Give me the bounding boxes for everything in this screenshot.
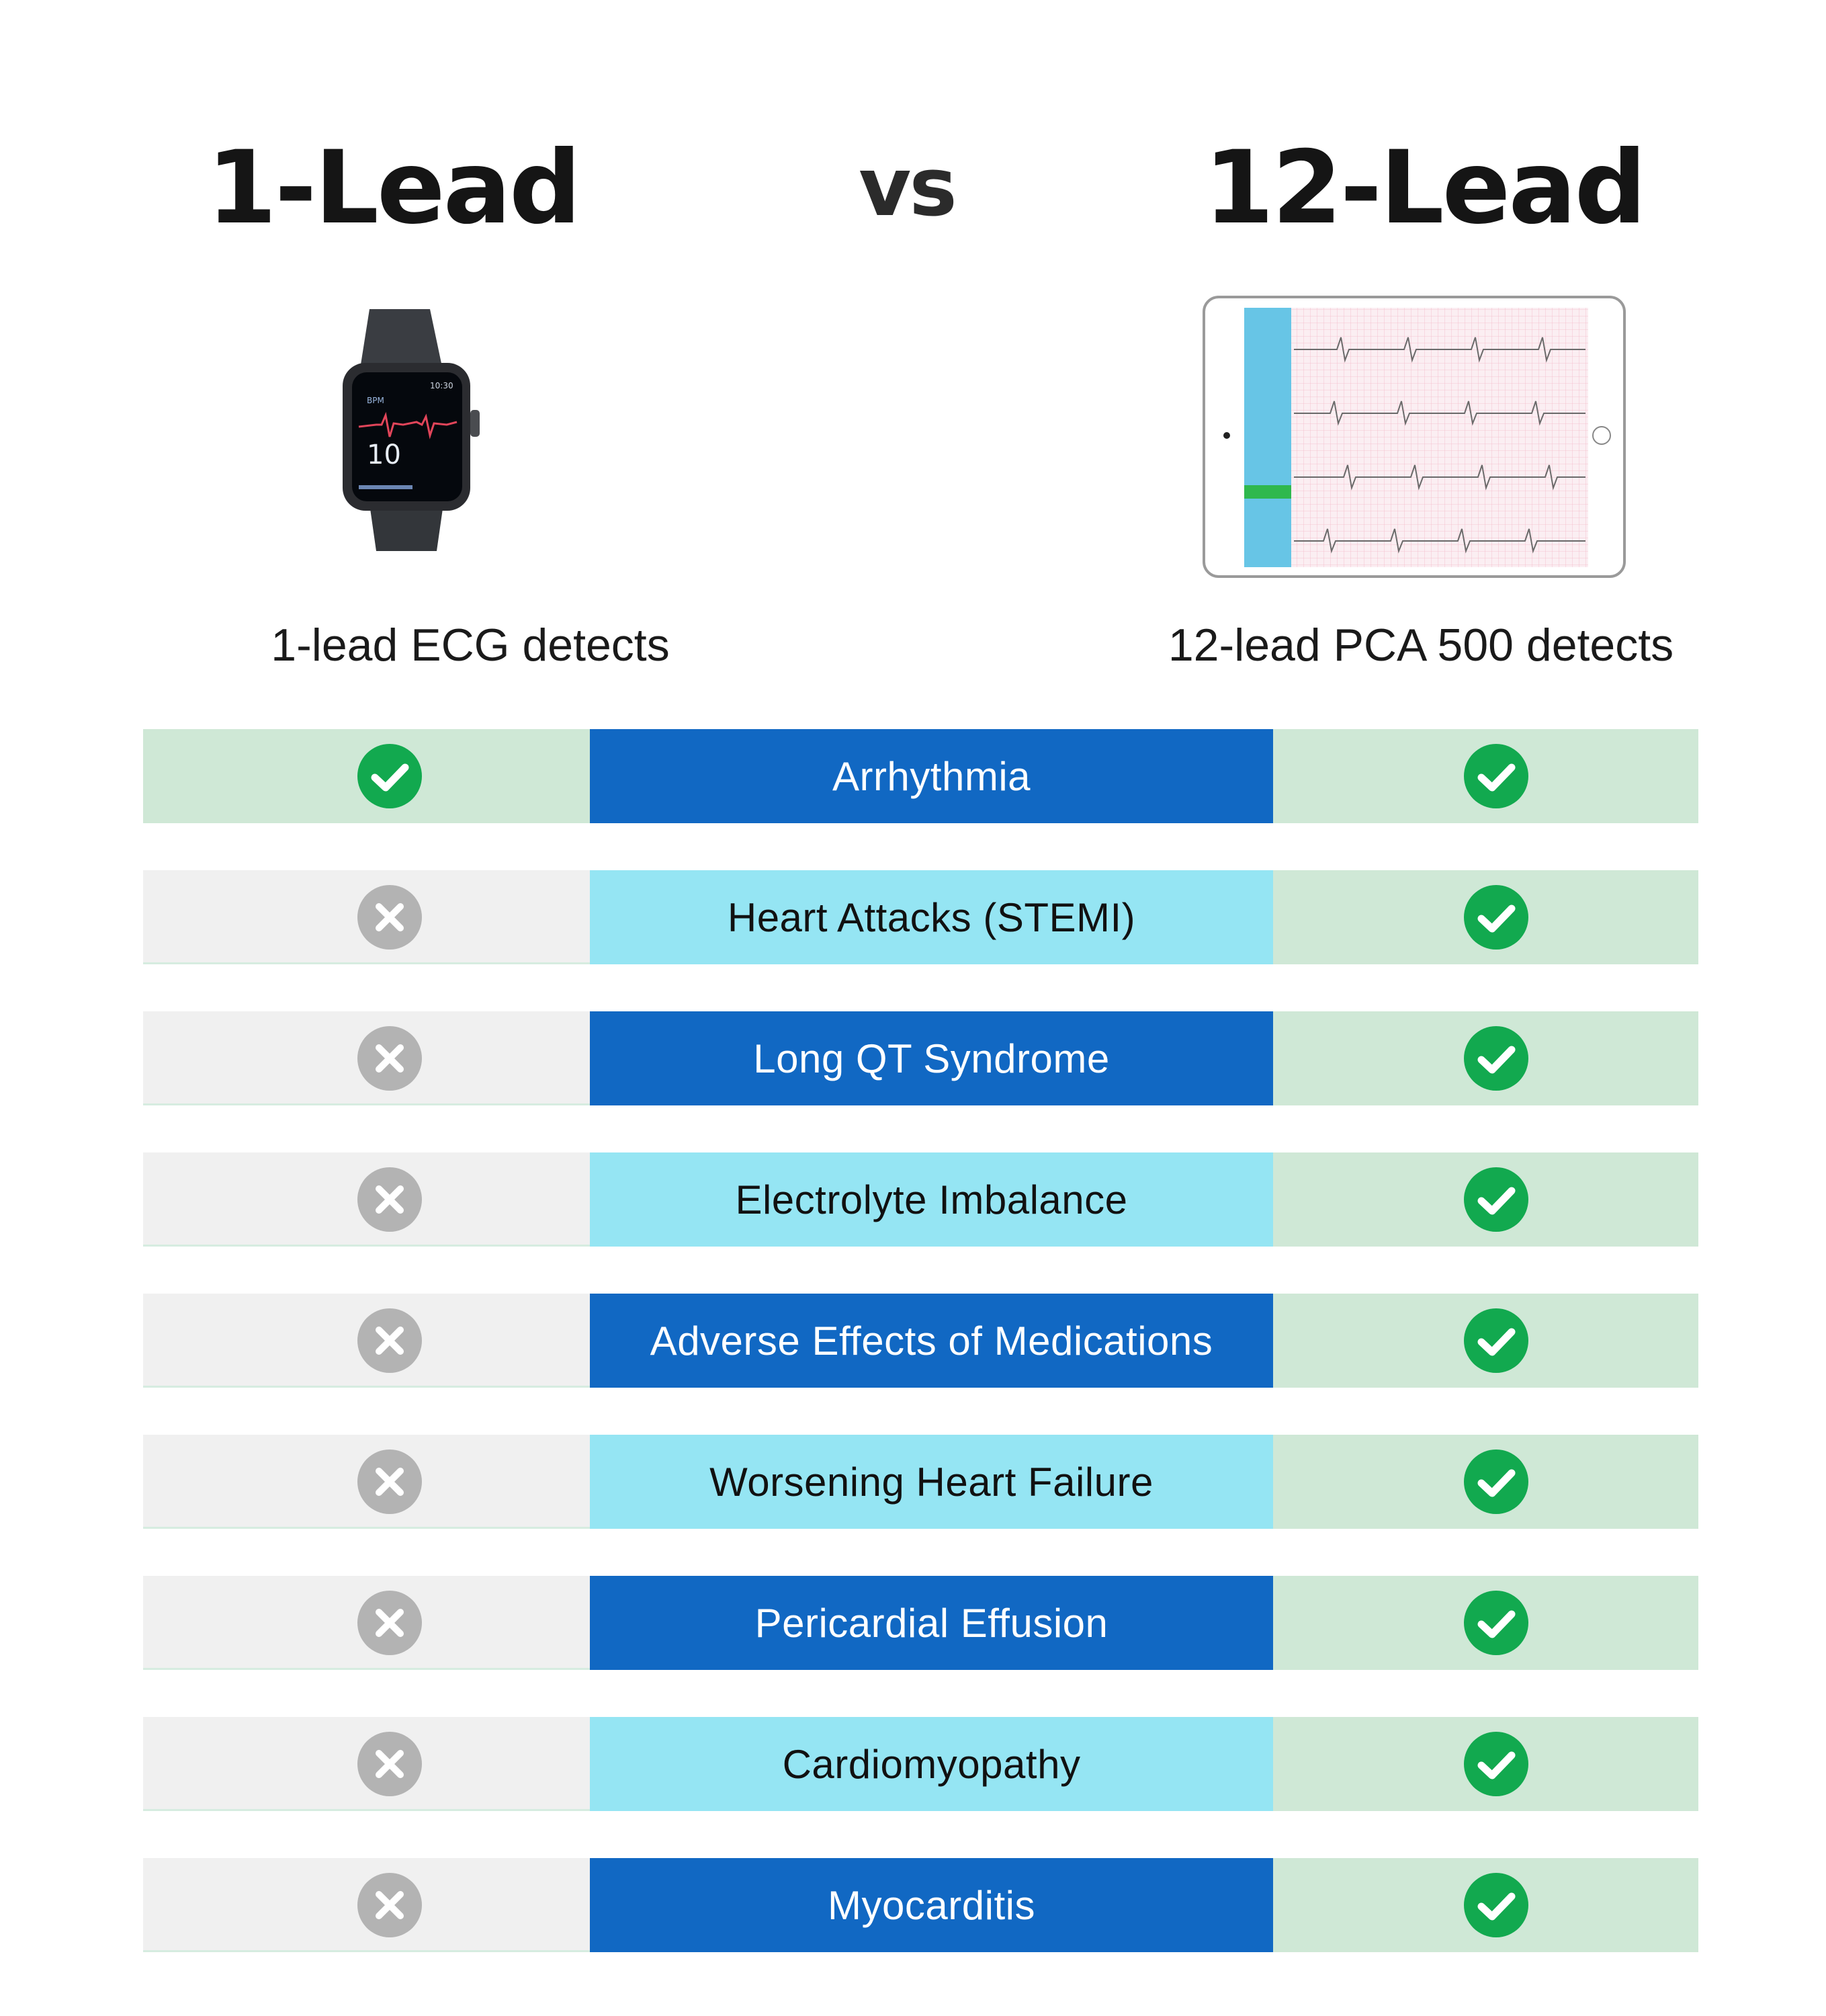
- one-lead-cell: [143, 1152, 590, 1247]
- condition-label: Long QT Syndrome: [753, 1036, 1110, 1081]
- x-circle-icon: [356, 1589, 423, 1656]
- condition-label: Pericardial Effusion: [754, 1600, 1108, 1646]
- twelve-lead-cell: [1273, 870, 1698, 964]
- condition-cell: [590, 870, 1273, 964]
- condition-label: Adverse Effects of Medications: [650, 1318, 1213, 1363]
- one-lead-cell: [143, 1858, 590, 1952]
- check-circle-icon: [1463, 1872, 1530, 1939]
- one-lead-cell: [143, 1717, 590, 1811]
- condition-label: Arrhythmia: [832, 753, 1031, 799]
- twelve-lead-cell: [1273, 1011, 1698, 1105]
- smartwatch-image: [329, 309, 490, 551]
- one-lead-cell: [143, 1576, 590, 1670]
- check-circle-icon: [1463, 1730, 1530, 1798]
- condition-cell: [590, 729, 1273, 823]
- check-circle-icon: [1463, 743, 1530, 810]
- one-lead-cell: [143, 729, 590, 823]
- condition-label: Heart Attacks (STEMI): [727, 894, 1136, 940]
- twelve-lead-cell: [1273, 729, 1698, 823]
- condition-cell: [590, 1294, 1273, 1388]
- condition-cell: [590, 1858, 1273, 1952]
- x-circle-icon: [356, 884, 423, 951]
- twelve-lead-cell: [1273, 1717, 1698, 1811]
- condition-cell: [590, 1011, 1273, 1105]
- x-circle-icon: [356, 1448, 423, 1515]
- table-row: [143, 1717, 1698, 1811]
- twelve-lead-cell: [1273, 1858, 1698, 1952]
- x-circle-icon: [356, 1730, 423, 1798]
- one-lead-cell: [143, 1011, 590, 1105]
- condition-cell: [590, 1435, 1273, 1529]
- condition-cell: [590, 1152, 1273, 1247]
- x-circle-icon: [356, 1025, 423, 1092]
- x-circle-icon: [356, 1307, 423, 1374]
- condition-label: Worsening Heart Failure: [709, 1459, 1154, 1505]
- svg-text:BPM: BPM: [367, 396, 384, 405]
- condition-label: Cardiomyopathy: [782, 1741, 1081, 1787]
- table-row: [143, 1576, 1698, 1670]
- check-circle-icon: [1463, 1448, 1530, 1515]
- condition-cell: [590, 1717, 1273, 1811]
- condition-cell: [590, 1576, 1273, 1670]
- one-lead-cell: [143, 1294, 590, 1388]
- twelve-lead-cell: [1273, 1576, 1698, 1670]
- one-lead-subtitle: 1-lead ECG detects: [271, 620, 670, 671]
- check-circle-icon: [1463, 884, 1530, 951]
- table-row: [143, 1152, 1698, 1247]
- check-circle-icon: [1463, 1166, 1530, 1233]
- twelve-lead-cell: [1273, 1294, 1698, 1388]
- watch-screen-value: 10: [367, 439, 401, 470]
- table-row: [143, 1294, 1698, 1388]
- condition-label: Electrolyte Imbalance: [735, 1177, 1128, 1222]
- check-circle-icon: [1463, 1307, 1530, 1374]
- twelve-lead-cell: [1273, 1152, 1698, 1247]
- one-lead-cell: [143, 1435, 590, 1529]
- check-circle-icon: [356, 743, 423, 810]
- condition-label: Myocarditis: [828, 1882, 1035, 1928]
- one-lead-cell: [143, 870, 590, 964]
- x-circle-icon: [356, 1166, 423, 1233]
- table-row: [143, 729, 1698, 823]
- svg-text:10:30: 10:30: [430, 381, 453, 390]
- twelve-lead-subtitle: 12-lead PCA 500 detects: [1168, 620, 1674, 671]
- table-row: [143, 1011, 1698, 1105]
- x-circle-icon: [356, 1872, 423, 1939]
- table-row: [143, 1858, 1698, 1952]
- table-row: [143, 1435, 1698, 1529]
- vs-label: vs: [859, 141, 955, 235]
- tablet-ecg-image: [1203, 296, 1626, 578]
- twelve-lead-title: 12-Lead: [1204, 130, 1645, 247]
- check-circle-icon: [1463, 1025, 1530, 1092]
- one-lead-title: 1-Lead: [206, 130, 580, 247]
- table-row: [143, 870, 1698, 964]
- twelve-lead-cell: [1273, 1435, 1698, 1529]
- check-circle-icon: [1463, 1589, 1530, 1656]
